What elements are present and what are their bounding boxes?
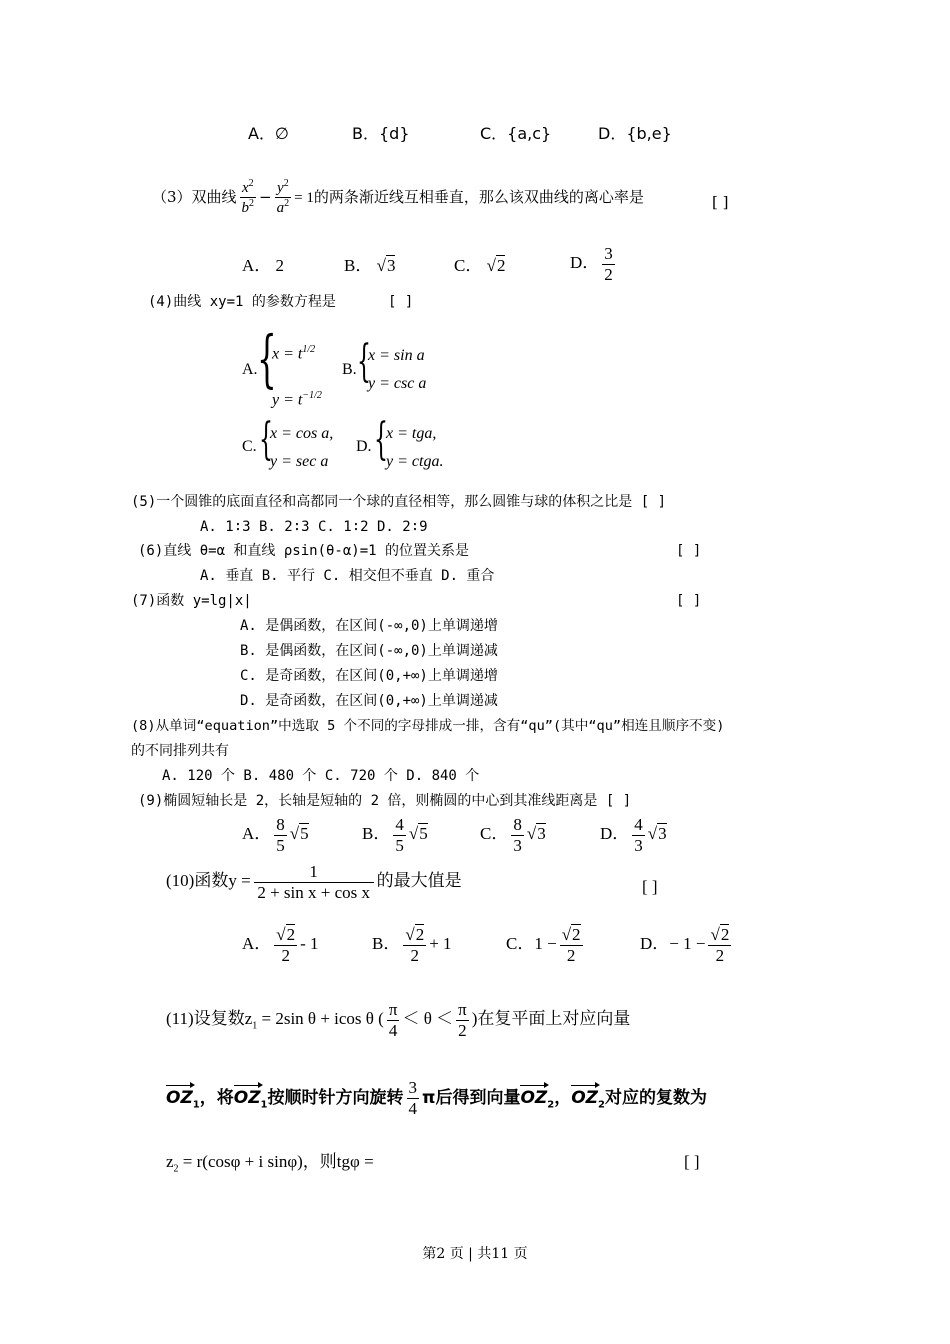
q10-option-a: A． $\frac{√2}{2}$ - 1	[242, 925, 319, 965]
q4-option-b-label: B.	[342, 361, 357, 378]
q4-option-d-line1: x = tga,	[386, 425, 437, 442]
q4-brace-b: {	[357, 336, 371, 387]
q10-option-c: C．1 − $\frac{√2}{2}$	[506, 925, 581, 965]
q3-option-d: D． $\frac{3}{2}$	[570, 244, 613, 284]
q6-options: A. 垂直 B. 平行 C. 相交但不垂直 D. 重合	[200, 568, 495, 584]
q2-option-c: C．{a,c}	[480, 124, 552, 143]
q4-brace-c: {	[259, 414, 273, 465]
q4-bracket: [ ]	[388, 294, 414, 310]
q2-option-b: B．{d}	[352, 124, 410, 143]
q4-option-a-label: A.	[242, 361, 258, 378]
q3-question: （3）双曲线 $\frac{x^2}{b^2}$ − $\frac{y^2}{a^2}$ = 1的两条渐近线互相垂直，那么该双曲线的离心率是	[152, 178, 644, 217]
q6-question: (6)直线 θ=α 和直线 ρsin(θ-α)=1 的位置关系是	[138, 543, 470, 559]
q7-option-a: A. 是偶函数，在区间(-∞,0)上单调递增	[240, 618, 498, 634]
q4-option-b-line2: y = csc a	[368, 375, 427, 392]
q9-option-b: B． $\frac{4}{5}$ √5	[362, 815, 428, 855]
q4-option-a-line2: $y = t^{-1/2}$	[272, 390, 322, 409]
q6-bracket: [ ]	[676, 543, 702, 559]
q3-option-c: C． √2	[454, 256, 506, 275]
q5-question: (5)一个圆锥的底面直径和高都同一个球的直径相等，那么圆锥与球的体积之比是 [ ]	[131, 494, 666, 510]
q11-question-line3: $z_2 = r(\cos\varphi + i$ sinφ)，则tgφ =	[166, 1152, 374, 1175]
q8-question-line1: (8)从单词“equation”中选取 5 个不同的字母排成一排，含有“qu”(其中“qu”相连且顺序不变)	[131, 718, 725, 734]
q7-bracket: [ ]	[676, 593, 702, 609]
q11-question-line1: (11)设复数$z_1 = 2\sin$ θ + icos θ ( $\frac{\pi}{4}$ ＜ θ ＜ $\frac{\pi}{2}$ )在复平面上对应向量	[166, 1000, 631, 1040]
q4-option-a-line1: $x = t^{1/2}$	[272, 344, 316, 363]
q3-bracket: [ ]	[712, 193, 729, 211]
q7-option-d: D. 是奇函数，在区间(0,+∞)上单调递减	[240, 693, 498, 709]
q4-option-d-line2: y = ctga.	[386, 453, 444, 470]
q10-option-b: B． $\frac{√2}{2}$ + 1	[372, 925, 452, 965]
q3-option-a: A． 2	[242, 256, 285, 275]
q10-option-d: D．− 1 − $\frac{√2}{2}$	[640, 925, 730, 965]
q4-option-c-label: C.	[242, 438, 257, 455]
q4-option-c-line1: x = cos a,	[270, 425, 334, 442]
q8-question-line2: 的不同排列共有	[131, 743, 229, 759]
q5-options: A. 1∶3 B. 2∶3 C. 1∶2 D. 2∶9	[200, 519, 428, 535]
q10-question: (10)函数y = $\frac{1}{\text{2 + sin x + cos x}}$ 的最大值是	[166, 862, 462, 902]
q7-question: (7)函数 y=lg|x|	[131, 593, 252, 609]
q3-option-b: B． √3	[344, 256, 396, 275]
q7-option-c: C. 是奇函数，在区间(0,+∞)上单调递增	[240, 668, 498, 684]
q7-option-b: B. 是偶函数，在区间(-∞,0)上单调递减	[240, 643, 498, 659]
q9-option-d: D． $\frac{4}{3}$ √3	[600, 815, 667, 855]
q4-option-c-line2: y = sec a	[270, 453, 329, 470]
q8-options: A. 120 个 B. 480 个 C. 720 个 D. 840 个	[162, 768, 480, 784]
q9-option-a: A． $\frac{8}{5}$ √5	[242, 815, 309, 855]
q4-brace-d: {	[374, 414, 388, 465]
q4-brace-a: {	[257, 322, 277, 395]
q4-question: (4)曲线 xy=1 的参数方程是	[148, 294, 336, 310]
q9-option-c: C． $\frac{8}{3}$ √3	[480, 815, 546, 855]
q2-option-d: D．{b,e}	[598, 124, 672, 143]
q2-option-a: A．∅	[248, 124, 289, 143]
q11-bracket: [ ]	[684, 1152, 700, 1171]
q4-option-b-line1: x = sin a	[368, 347, 425, 364]
q11-question-line2: $OZ_1$，将$OZ_1$按顺时针方向旋转 $\frac{3}{4}$ π后得到向量$OZ_2$，$OZ_2$对应的复数为	[166, 1078, 707, 1118]
q4-option-d-label: D.	[356, 438, 372, 455]
page-footer: 第2 页 | 共11 页	[422, 1246, 528, 1262]
q10-bracket: [ ]	[642, 877, 658, 896]
q9-question: (9)椭圆短轴长是 2，长轴是短轴的 2 倍，则椭圆的中心到其准线距离是 [ ]	[138, 793, 632, 809]
